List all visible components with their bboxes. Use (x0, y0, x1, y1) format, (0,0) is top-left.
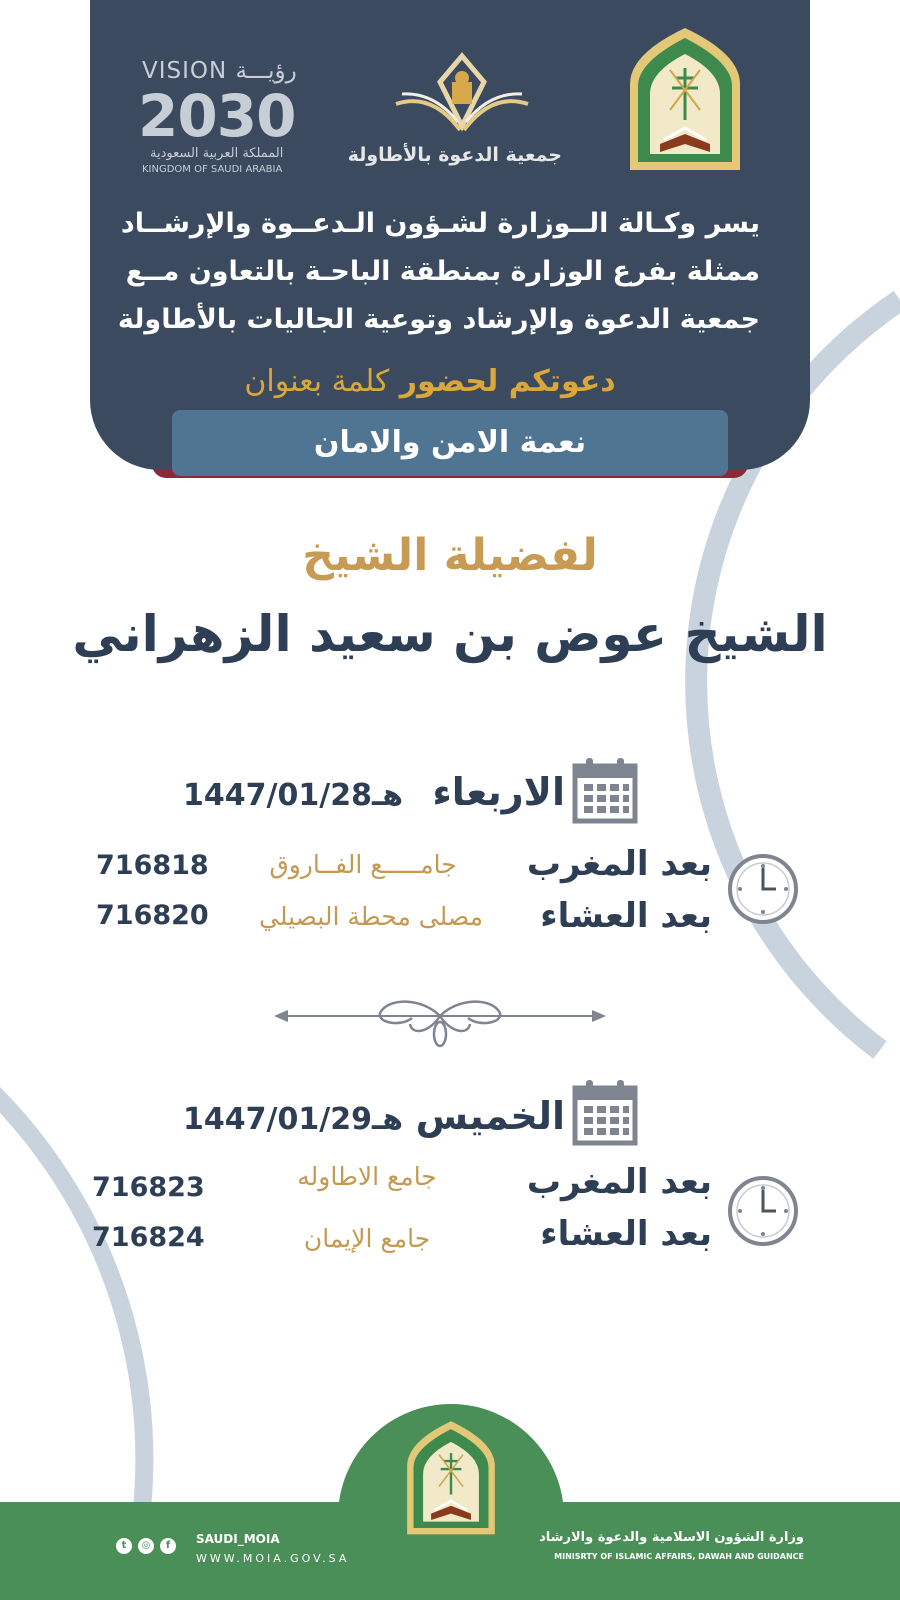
day-1-name: الاربعاء (432, 770, 565, 814)
invite-light: كلمة بعنوان (244, 364, 390, 399)
speaker-name: الشيخ عوض بن سعيد الزهراني (72, 605, 828, 663)
day-2-session-2-place: جامع الإيمان (303, 1224, 431, 1253)
calendar-icon (572, 756, 638, 824)
instagram-icon[interactable]: ◎ (138, 1538, 154, 1554)
speaker-honorific: لفضيلة الشيخ (302, 530, 598, 581)
lecture-title: نعمة الامن والامان (172, 410, 728, 476)
vision-logo-number: 2030 (138, 82, 296, 150)
association-logo (392, 52, 532, 144)
vision-logo-label: VISION رؤيـــة (142, 58, 297, 84)
day-1-session-2-code: 716820 (96, 900, 209, 931)
intro-line-1: يسر وكـالة الــوزارة لشـؤون الـدعــوة والإرشــاد (120, 208, 760, 239)
day-1-session-1-time: بعد المغرب (526, 844, 712, 884)
vision-logo-kingdom-en: KINGDOM OF SAUDI ARABIA (142, 164, 283, 175)
clock-icon (726, 1174, 800, 1248)
association-name: جمعية الدعوة بالأطاولة (347, 144, 562, 166)
ministry-emblem (626, 24, 744, 172)
day-1-session-1-place: جامـــــع الفــاروق (269, 850, 457, 879)
clock-icon (726, 852, 800, 926)
day-2-session-1-time: بعد المغرب (526, 1162, 712, 1202)
ministry-name-en: MINISRTY OF ISLAMIC AFFAIRS, DAWAH AND GUIDANCE (554, 1552, 804, 1561)
website-link[interactable]: WWW.MOIA.GOV.SA (196, 1552, 350, 1565)
intro-line-2: ممثلة بفرع الوزارة بمنطقة الباحـة بالتعاون مــع (125, 256, 760, 287)
vision-logo-kingdom-ar: المملكة العربية السعودية (150, 146, 284, 161)
invite-bold: دعوتكم لحضور (399, 364, 616, 399)
day-2-session-1-code: 716823 (92, 1172, 205, 1203)
twitter-icon[interactable]: t (116, 1538, 132, 1554)
social-handle[interactable]: SAUDI_MOIA (196, 1532, 280, 1546)
day-2-session-2-code: 716824 (92, 1222, 205, 1253)
facebook-icon[interactable]: f (160, 1538, 176, 1554)
day-2-name: الخميس (415, 1094, 565, 1138)
day-1-session-1-code: 716818 (96, 850, 209, 881)
calendar-icon (572, 1078, 638, 1146)
day-2-session-2-time: بعد العشاء (540, 1214, 712, 1254)
day-2-session-1-place: جامع الاطاوله (297, 1162, 437, 1191)
ministry-emblem (394, 1418, 508, 1536)
ornament-divider (272, 990, 608, 1060)
invite-line (120, 364, 740, 399)
day-1-date: 1447/01/28هـ (183, 778, 403, 813)
intro-line-3: جمعية الدعوة والإرشاد وتوعية الجاليات بالأطاولة (117, 304, 760, 335)
ministry-name-ar: وزارة الشؤون الاسلامية والدعوة والارشاد (539, 1530, 804, 1545)
day-2-date: 1447/01/29هـ (183, 1102, 403, 1137)
day-1-session-2-place: مصلى محطة البصيلي (259, 902, 483, 931)
day-1-session-2-time: بعد العشاء (540, 896, 712, 936)
